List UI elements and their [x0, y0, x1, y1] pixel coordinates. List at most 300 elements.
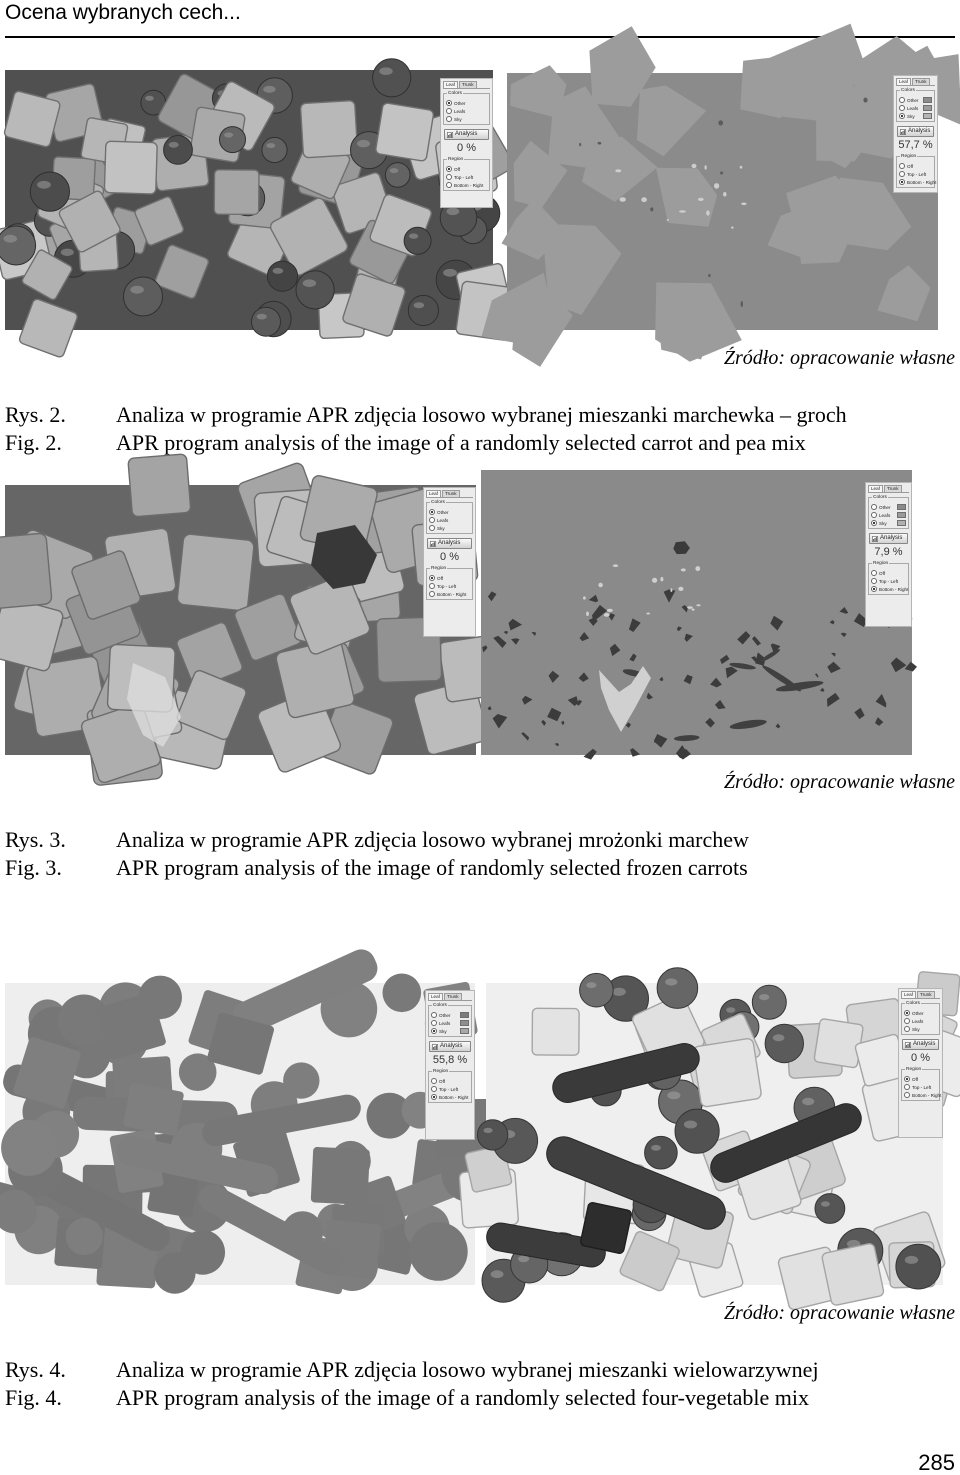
pea-highlight	[414, 302, 425, 308]
pea	[765, 1024, 803, 1062]
region-group	[426, 568, 473, 600]
caption-text: APR program analysis of the image of randomly selected frozen carrots	[116, 855, 748, 880]
option-label: Other	[454, 100, 466, 106]
region-group-title: Region	[873, 561, 889, 566]
highlight-speck	[723, 192, 726, 197]
photo-canvas	[5, 485, 476, 755]
panel-tabs	[443, 81, 490, 89]
pea	[645, 1136, 678, 1169]
pea	[220, 127, 246, 153]
segmented-piece	[1, 1120, 57, 1176]
region-option-bottom-right[interactable]	[446, 181, 487, 189]
dark-speck	[863, 98, 867, 103]
highlight-speck	[667, 219, 669, 221]
pea-highlight	[263, 86, 275, 93]
region-group-title: Region	[906, 1067, 922, 1072]
color-option-other[interactable]	[431, 1011, 469, 1019]
segmented-photo	[481, 470, 912, 755]
pea-highlight	[390, 168, 399, 173]
radio-button[interactable]	[446, 174, 452, 180]
pea-highlight	[145, 96, 154, 101]
option-label: Other	[437, 509, 449, 515]
light-speck	[607, 609, 613, 612]
radio-button[interactable]	[429, 583, 435, 589]
option-label: Sky	[437, 525, 445, 531]
dark-speck	[708, 274, 710, 277]
color-option-sky[interactable]	[899, 112, 932, 120]
dark-speck	[650, 207, 653, 211]
color-option-other[interactable]	[446, 99, 487, 107]
color-swatch	[460, 1020, 469, 1026]
region-group	[443, 159, 490, 191]
option-label: Other	[879, 504, 891, 510]
tab-trunk[interactable]: Trunk	[917, 991, 935, 998]
radio-button[interactable]	[429, 575, 435, 581]
highlight-speck	[692, 164, 697, 168]
radio-button[interactable]	[904, 1084, 910, 1090]
light-speck	[696, 604, 700, 606]
radio-button[interactable]	[899, 171, 905, 177]
dark-piece	[580, 1202, 632, 1254]
region-group-title: Region	[448, 157, 464, 162]
option-label: Top - Left	[454, 174, 474, 180]
analysis-button-label: Analysis	[908, 128, 931, 134]
colors-group-title: Colors	[873, 495, 887, 500]
pea-highlight	[443, 269, 457, 277]
caption-label: Rys. 2.	[5, 402, 66, 427]
pea-highlight	[169, 142, 179, 148]
option-label: Sky	[907, 113, 915, 119]
analysis-icon	[430, 541, 436, 547]
pea	[296, 271, 334, 309]
color-option-sky[interactable]	[904, 1025, 937, 1033]
carrot-cube	[128, 454, 191, 517]
caption-text: Analiza w programie APR zdjęcia losowo wybranej mieszanki marchewka – groch	[116, 402, 847, 427]
light-speck	[586, 612, 589, 617]
radio-button[interactable]	[904, 1092, 910, 1098]
option-label: Other	[439, 1012, 451, 1018]
page-number: 285	[918, 1450, 955, 1475]
radio-button[interactable]	[429, 517, 435, 523]
color-swatch	[460, 1028, 469, 1034]
color-option-sky[interactable]	[871, 519, 906, 527]
radio-button[interactable]	[871, 520, 877, 526]
region-group	[896, 156, 935, 188]
carrot-cube	[104, 141, 157, 194]
caption-english	[5, 854, 955, 882]
highlight-speck	[741, 203, 746, 206]
region-option-off[interactable]	[446, 165, 487, 173]
photo-canvas	[5, 983, 475, 1285]
caption-text: Analiza w programie APR zdjęcia losowo wybranej mrożonki marchew	[116, 827, 749, 852]
pea-highlight	[484, 1128, 493, 1133]
caption-english	[5, 429, 955, 457]
caption-polish	[5, 1356, 955, 1384]
vegetable-cube	[532, 1008, 579, 1055]
analysis-result-percent: 7,9 %	[874, 546, 903, 558]
light-speck	[646, 613, 650, 615]
option-label: Top - Left	[912, 1084, 932, 1090]
caption-label: Fig. 2.	[5, 430, 62, 455]
region-option-top-left[interactable]	[429, 582, 470, 590]
analysis-icon	[447, 132, 453, 138]
colors-group	[868, 497, 909, 529]
tab-leaf[interactable]: Leaf	[443, 81, 458, 88]
colors-group	[428, 1005, 472, 1037]
colors-group	[896, 90, 935, 122]
colors-group-title: Colors	[431, 500, 445, 505]
analysis-button[interactable]	[427, 538, 472, 549]
pea-highlight	[665, 978, 677, 985]
source-photo	[5, 70, 493, 330]
pea-highlight	[409, 233, 418, 238]
option-label: Leafs	[912, 1018, 924, 1024]
source-photo	[486, 983, 943, 1285]
color-option-leafs[interactable]	[871, 511, 906, 519]
radio-button[interactable]	[446, 108, 452, 114]
radio-button[interactable]	[446, 100, 452, 106]
caption-english	[5, 1384, 955, 1412]
pea	[404, 227, 431, 254]
radio-button[interactable]	[431, 1012, 437, 1018]
pea	[373, 59, 411, 97]
light-speck	[678, 587, 683, 591]
color-option-other[interactable]	[871, 503, 906, 511]
colors-group	[443, 93, 490, 125]
highlight-speck	[641, 197, 647, 202]
option-label: Bottom - Right	[912, 1092, 942, 1098]
pea	[477, 1120, 507, 1150]
carrot-cube	[300, 100, 357, 157]
radio-button[interactable]	[899, 97, 905, 103]
radio-button[interactable]	[904, 1076, 910, 1082]
option-label: Top - Left	[879, 578, 899, 584]
color-option-leafs[interactable]	[446, 107, 487, 115]
option-label: Off	[912, 1076, 919, 1082]
pea	[267, 261, 297, 291]
caption-label: Fig. 4.	[5, 1385, 62, 1410]
source-photo	[5, 485, 476, 755]
option-label: Bottom - Right	[437, 591, 467, 597]
option-label: Bottom - Right	[439, 1094, 469, 1100]
radio-button[interactable]	[871, 504, 877, 510]
carrot-cube	[375, 103, 434, 162]
color-option-leafs[interactable]	[431, 1019, 469, 1027]
pea-highlight	[821, 1201, 830, 1206]
pea-highlight	[802, 1098, 814, 1105]
colors-group	[426, 502, 473, 534]
region-option-top-left[interactable]	[871, 577, 906, 585]
highlight-speck	[714, 183, 719, 189]
region-option-off[interactable]	[429, 574, 470, 582]
analysis-button[interactable]	[902, 1039, 939, 1050]
pea	[30, 172, 69, 211]
panel-tabs	[428, 993, 472, 1001]
region-group	[868, 563, 909, 595]
radio-button[interactable]	[871, 578, 877, 584]
caption-text: APR program analysis of the image of a randomly selected carrot and pea mix	[116, 430, 806, 455]
segmented-piece	[383, 974, 422, 1013]
radio-button[interactable]	[446, 182, 452, 188]
tab-trunk[interactable]: Trunk	[442, 490, 460, 497]
running-title: Ocena wybranych cech...	[5, 1, 241, 24]
radio-button[interactable]	[431, 1020, 437, 1026]
pea-highlight	[266, 143, 275, 148]
region-option-off[interactable]	[899, 162, 932, 170]
caption-polish	[5, 401, 955, 429]
region-option-top-left[interactable]	[899, 170, 932, 178]
carrot-cube	[214, 170, 259, 215]
region-option-top-left[interactable]	[446, 173, 487, 181]
region-group	[901, 1069, 940, 1101]
region-group-title: Region	[431, 566, 447, 571]
option-label: Off	[439, 1078, 446, 1084]
colors-group-title: Colors	[433, 1003, 447, 1008]
region-option-top-left[interactable]	[431, 1085, 469, 1093]
option-label: Other	[907, 97, 919, 103]
caption-polish	[5, 826, 955, 854]
pea	[675, 1109, 719, 1153]
pea	[124, 277, 163, 316]
color-swatch	[460, 1012, 469, 1018]
option-label: Sky	[454, 116, 462, 122]
radio-button[interactable]	[431, 1086, 437, 1092]
color-option-leafs[interactable]	[904, 1017, 937, 1025]
radio-button[interactable]	[904, 1026, 910, 1032]
pea-highlight	[379, 67, 392, 75]
option-label: Other	[912, 1010, 924, 1016]
analysis-result-percent: 0 %	[457, 142, 476, 154]
radio-button[interactable]	[904, 1010, 910, 1016]
region-option-bottom-right[interactable]	[871, 585, 909, 593]
segmented-piece	[283, 1062, 319, 1098]
pea-highlight	[651, 1145, 661, 1151]
highlight-speck	[740, 166, 743, 169]
colors-group-title: Colors	[906, 1001, 920, 1006]
pea-highlight	[905, 1256, 918, 1264]
option-label: Top - Left	[437, 583, 457, 589]
segmented-piece	[311, 1147, 370, 1205]
option-label: Leafs	[437, 517, 449, 523]
radio-button[interactable]	[446, 116, 452, 122]
pea	[752, 985, 786, 1019]
option-label: Leafs	[454, 108, 466, 114]
colors-group-title: Colors	[448, 91, 462, 96]
radio-button[interactable]	[871, 512, 877, 518]
region-option-bottom-right[interactable]	[904, 1091, 942, 1099]
option-label: Sky	[879, 520, 887, 526]
radio-button[interactable]	[871, 586, 877, 592]
highlight-speck	[615, 169, 621, 172]
apr-control-panel	[423, 487, 476, 637]
pea-highlight	[773, 1034, 785, 1041]
pea	[262, 137, 287, 162]
tab-leaf[interactable]: Leaf	[868, 485, 883, 492]
color-option-other[interactable]	[904, 1009, 937, 1017]
colors-group-title: Colors	[901, 88, 915, 93]
caption-label: Rys. 3.	[5, 827, 66, 852]
color-swatch	[923, 105, 932, 111]
pea	[896, 1244, 941, 1289]
pea-highlight	[612, 988, 626, 996]
radio-button[interactable]	[904, 1018, 910, 1024]
carrot-cube	[0, 533, 52, 610]
radio-button[interactable]	[429, 509, 435, 515]
highlight-speck	[731, 227, 734, 229]
tab-trunk[interactable]: Trunk	[444, 993, 462, 1000]
pea	[815, 1194, 845, 1224]
light-speck	[692, 609, 695, 611]
radio-button[interactable]	[429, 525, 435, 531]
light-speck	[695, 566, 700, 571]
color-option-sky[interactable]	[446, 115, 487, 123]
pea-highlight	[303, 279, 316, 287]
pea-highlight	[447, 208, 460, 215]
pea-highlight	[130, 286, 144, 294]
dark-speck	[718, 120, 723, 125]
radio-button[interactable]	[899, 163, 905, 169]
color-swatch	[897, 504, 906, 510]
analysis-button-label: Analysis	[913, 1041, 936, 1047]
color-option-other[interactable]	[429, 508, 470, 516]
option-label: Off	[437, 575, 444, 581]
analysis-result-percent: 0 %	[440, 551, 459, 563]
region-option-off[interactable]	[904, 1075, 937, 1083]
option-label: Bottom - Right	[879, 586, 909, 592]
pea-highlight	[759, 994, 769, 1000]
panel-tabs	[868, 485, 909, 493]
panel-tabs	[896, 78, 935, 86]
light-speck	[687, 606, 693, 609]
option-label: Off	[907, 163, 914, 169]
tab-leaf[interactable]: Leaf	[901, 991, 916, 998]
dark-speck	[579, 143, 581, 146]
region-option-bottom-right[interactable]	[431, 1093, 469, 1101]
analysis-button-label: Analysis	[880, 535, 903, 541]
carrot-cube	[177, 534, 255, 612]
tab-leaf[interactable]: Leaf	[426, 490, 441, 497]
color-option-other[interactable]	[899, 96, 932, 104]
analysis-icon	[872, 536, 878, 542]
analysis-button[interactable]	[444, 129, 489, 140]
photo-canvas	[5, 70, 493, 330]
analysis-result-percent: 55,8 %	[432, 1054, 468, 1066]
apr-control-panel	[440, 78, 493, 208]
segmented-photo	[5, 983, 475, 1285]
analysis-button[interactable]	[429, 1041, 471, 1052]
pea-highlight	[684, 1121, 697, 1129]
highlight-speck	[620, 197, 626, 202]
photo-canvas	[486, 983, 943, 1285]
highlight-speck	[698, 198, 704, 201]
apr-control-panel	[898, 988, 943, 1138]
radio-button[interactable]	[429, 591, 435, 597]
radio-button[interactable]	[431, 1078, 437, 1084]
tab-trunk[interactable]: Trunk	[912, 78, 930, 85]
vegetable-cube	[814, 1018, 864, 1068]
light-speck	[660, 577, 663, 581]
region-group	[428, 1071, 472, 1103]
region-group-title: Region	[901, 154, 917, 159]
figure-source-note: Źródło: opracowanie własne	[723, 347, 955, 369]
color-option-sky[interactable]	[429, 524, 470, 532]
option-label: Top - Left	[439, 1086, 459, 1092]
radio-button[interactable]	[871, 570, 877, 576]
color-swatch	[897, 520, 906, 526]
analysis-button[interactable]	[869, 533, 908, 544]
apr-control-panel	[865, 482, 912, 627]
figure-source-note: Źródło: opracowanie własne	[723, 771, 955, 793]
analysis-result-percent: 57,7 %	[898, 139, 933, 151]
colors-group	[901, 1003, 940, 1035]
light-speck	[652, 578, 657, 583]
dark-speck	[598, 142, 602, 145]
color-option-leafs[interactable]	[429, 516, 470, 524]
light-speck	[604, 613, 610, 617]
color-swatch	[923, 113, 932, 119]
analysis-button-label: Analysis	[440, 1043, 463, 1049]
option-label: Top - Left	[907, 171, 927, 177]
region-group-title: Region	[433, 1069, 449, 1074]
pea	[252, 307, 281, 336]
radio-button[interactable]	[899, 113, 905, 119]
region-option-bottom-right[interactable]	[429, 590, 470, 598]
option-label: Sky	[912, 1026, 920, 1032]
photo-canvas	[481, 470, 912, 755]
tab-leaf[interactable]: Leaf	[896, 78, 911, 85]
option-label: Bottom - Right	[907, 179, 937, 185]
tab-trunk[interactable]: Trunk	[459, 81, 477, 88]
analysis-icon	[432, 1044, 438, 1050]
pea	[164, 136, 193, 165]
option-label: Leafs	[879, 512, 891, 518]
color-option-leafs[interactable]	[899, 104, 932, 112]
radio-button[interactable]	[431, 1028, 437, 1034]
caption-text: Analiza w programie APR zdjęcia losowo wybranej mieszanki wielowarzywnej	[116, 1357, 819, 1382]
region-option-off[interactable]	[871, 569, 906, 577]
apr-control-panel	[893, 75, 938, 193]
option-label: Leafs	[439, 1020, 451, 1026]
color-option-sky[interactable]	[431, 1027, 469, 1035]
pea-highlight	[37, 181, 51, 189]
pea-highlight	[357, 140, 370, 147]
pea	[0, 226, 36, 265]
panel-tabs	[901, 991, 940, 999]
pea	[580, 973, 614, 1007]
region-option-top-left[interactable]	[904, 1083, 937, 1091]
option-label: Sky	[439, 1028, 447, 1034]
vegetable-cube	[692, 1038, 762, 1108]
color-swatch	[923, 97, 932, 103]
light-speck	[613, 564, 618, 567]
radio-button[interactable]	[899, 105, 905, 111]
pea-highlight	[61, 249, 74, 256]
caption-text: APR program analysis of the image of a randomly selected four-vegetable mix	[116, 1385, 809, 1410]
light-speck	[598, 583, 602, 588]
analysis-button[interactable]	[897, 126, 934, 137]
highlight-speck	[705, 165, 707, 169]
dark-speck	[741, 301, 743, 307]
pea-highlight	[4, 235, 18, 243]
radio-button[interactable]	[446, 166, 452, 172]
tab-trunk[interactable]: Trunk	[884, 485, 902, 492]
caption-label: Rys. 4.	[5, 1357, 66, 1382]
region-option-off[interactable]	[431, 1077, 469, 1085]
tab-leaf[interactable]: Leaf	[428, 993, 443, 1000]
radio-button[interactable]	[899, 179, 905, 185]
radio-button[interactable]	[431, 1094, 437, 1100]
region-option-bottom-right[interactable]	[899, 178, 937, 186]
